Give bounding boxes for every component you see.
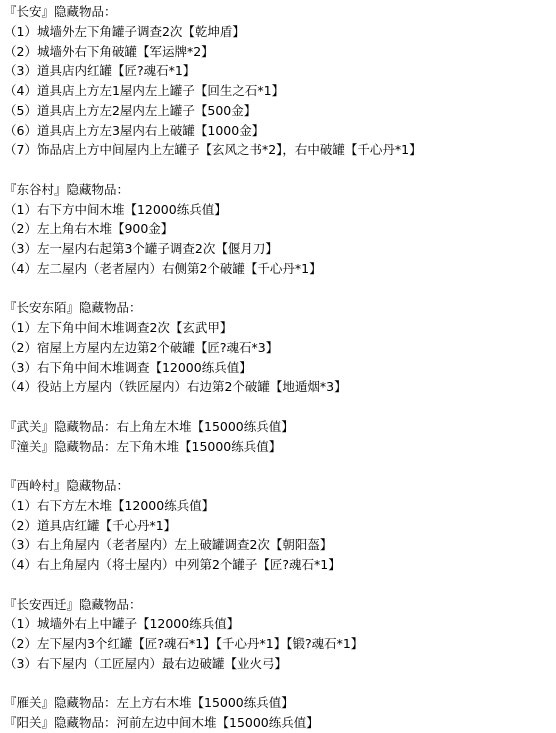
section-header-changan: 『长安』隐藏物品： <box>4 4 117 19</box>
section-header-wuguan: 『武关』隐藏物品：右上角左木堆【15000练兵值】 <box>4 418 294 434</box>
list-item: （2）道具店红罐【千心丹*1】 <box>4 517 177 533</box>
list-item: （1）右下方左木堆【12000练兵值】 <box>4 497 215 513</box>
list-item: （5）道具店上方左2屋内左上罐子【500金】 <box>4 102 257 118</box>
section-header-changan-dongmo: 『长安东陌』隐藏物品： <box>4 300 142 316</box>
list-item: （3）右上角屋内（老者屋内）左上破罐调查2次【朝阳盔】 <box>4 537 333 553</box>
blank-line <box>4 674 556 694</box>
list-item: （3）左一屋内右起第3个罐子调查2次【偃月刀】 <box>4 241 278 256</box>
blank-line <box>4 160 556 180</box>
list-item: （2）宿屋上方屋内左边第2个破罐【匠?魂石*3】 <box>4 339 279 355</box>
list-item: （3）道具店内红罐【匠?魂石*1】 <box>4 63 196 79</box>
section-header-changan-xiqian: 『长安西迁』隐藏物品： <box>4 596 142 612</box>
list-item: （6）道具店上方左3屋内右上破罐【1000金】 <box>4 122 265 138</box>
section-header-tongguan: 『潼关』隐藏物品：左下角木堆【15000练兵值】 <box>4 438 282 454</box>
list-item: （3）右下角中间木堆调查【12000练兵值】 <box>4 359 252 375</box>
list-item: （3）右下屋内（工匠屋内）最右边破罐【业火弓】 <box>4 655 287 671</box>
list-item: （4）右上角屋内（将士屋内）中列第2个罐子【匠?魂石*1】 <box>4 557 341 572</box>
list-item: （1）城墙外右上中罐子【12000练兵值】 <box>4 616 240 632</box>
list-item: （1）左下角中间木堆调查2次【玄武甲】 <box>4 320 233 335</box>
list-item: （1）右下方中间木堆【12000练兵值】 <box>4 201 227 217</box>
list-item: （4）道具店上方左1屋内左上罐子【回生之石*1】 <box>4 83 285 98</box>
list-item: （4）左二屋内（老者屋内）右侧第2个破罐【千心丹*1】 <box>4 260 322 276</box>
list-item: （1）城墙外左下角罐子调查2次【乾坤盾】 <box>4 23 245 39</box>
section-header-yangguan: 『阳关』隐藏物品：河前左边中间木堆【15000练兵值】 <box>4 715 319 730</box>
list-item: （2）左上角右木堆【900金】 <box>4 221 174 237</box>
blank-line <box>4 575 556 595</box>
list-item: （2）城墙外右下角破罐【军运牌*2】 <box>4 43 214 59</box>
list-item: （4）役站上方屋内（铁匠屋内）右边第2个破罐【地遁烟*3】 <box>4 379 347 395</box>
section-header-xilingcun: 『西岭村』隐藏物品： <box>4 478 130 493</box>
blank-line <box>4 279 556 299</box>
section-header-donggucun: 『东谷村』隐藏物品： <box>4 181 130 197</box>
list-item: （2）左下屋内3个红罐【匠?魂石*1】【千心丹*1】【锻?魂石*1】 <box>4 636 364 651</box>
section-header-yanguan: 『雁关』隐藏物品：左上方右木堆【15000练兵值】 <box>4 695 294 711</box>
blank-line <box>4 456 556 476</box>
list-item: （7）饰品店上方中间屋内上左罐子【玄风之书*2】，右中破罐【千心丹*1】 <box>4 142 422 158</box>
blank-line <box>4 397 556 417</box>
